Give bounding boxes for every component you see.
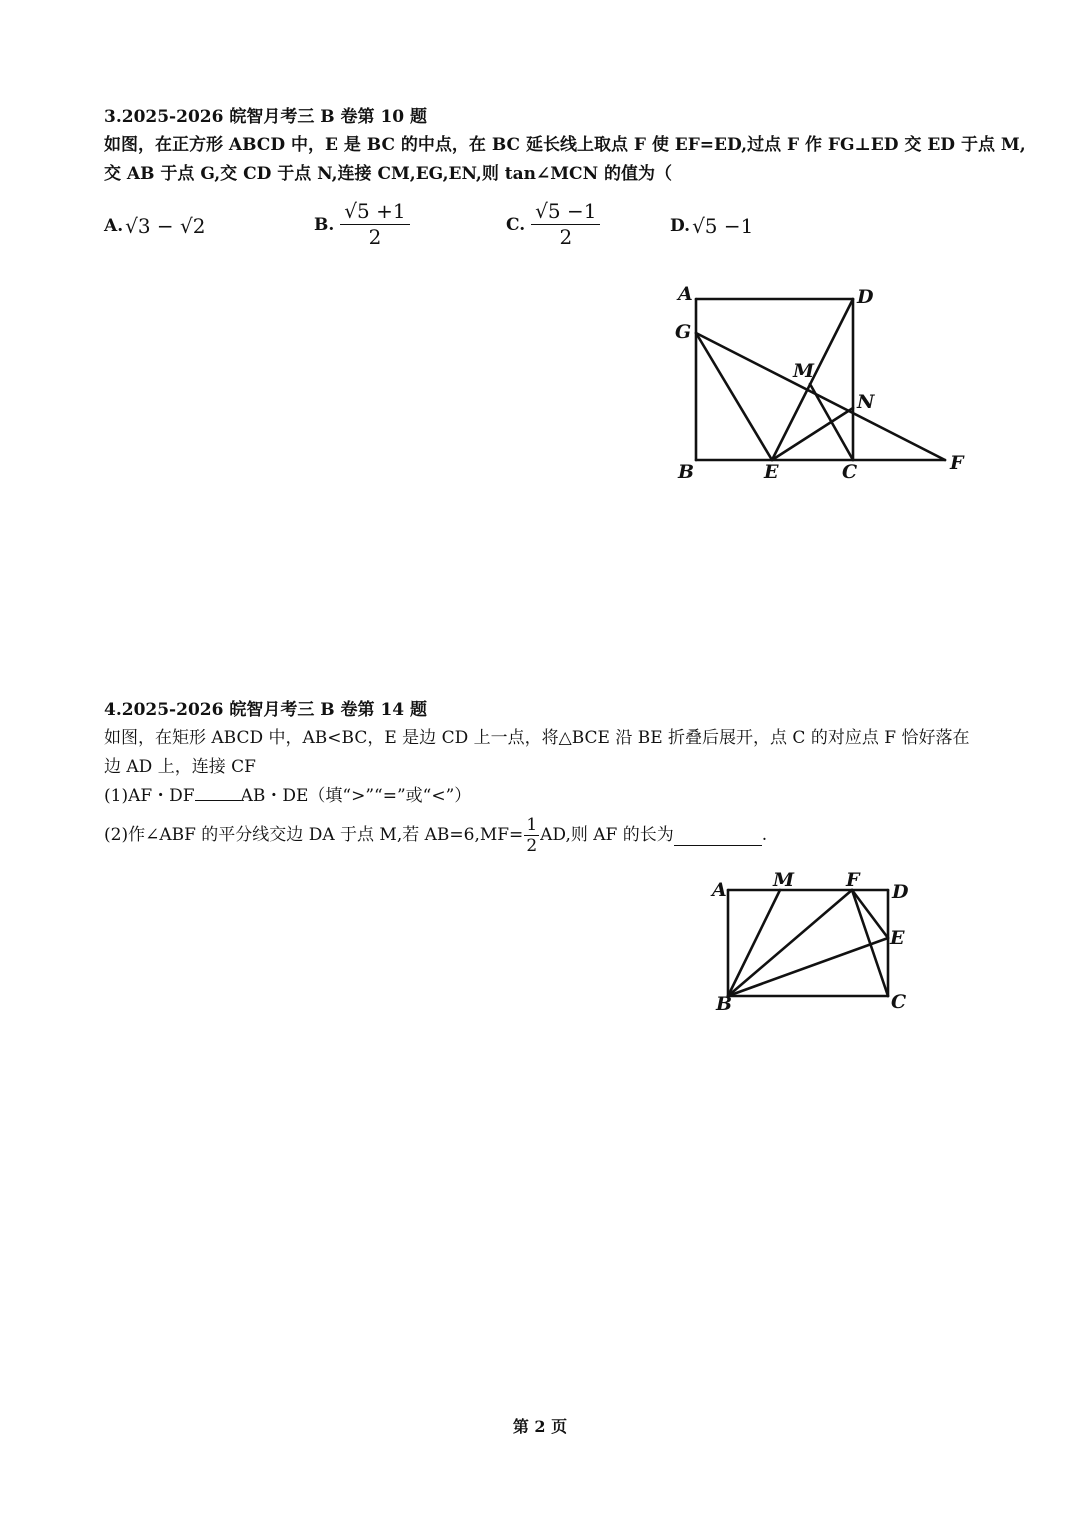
point-label-d: D <box>892 881 909 903</box>
question-4-stem-line-2: 边 AD 上，连接 CF <box>104 757 256 777</box>
part-2-denominator: 2 <box>526 836 538 856</box>
question-3-stem-line-2: 交 AB 于点 G,交 CD 于点 N,连接 CM,EG,EN,则 tan∠MCN 的值为（ <box>104 164 673 184</box>
option-d <box>670 214 753 238</box>
part-2-fraction <box>524 815 539 856</box>
point-label-b: B <box>678 461 695 483</box>
option-d-label: D. <box>670 216 691 236</box>
option-a-expression: √3 − √2 <box>125 214 206 238</box>
point-label-n: N <box>857 391 875 413</box>
question-4-part-1 <box>104 782 1004 811</box>
question-4-part-2 <box>104 815 1004 856</box>
question-3 <box>104 103 1026 189</box>
option-a-label: A. <box>104 216 124 236</box>
point-label-c: C <box>842 461 858 483</box>
question-3-figure <box>660 278 980 488</box>
part-2-answer-blank[interactable] <box>674 825 762 846</box>
part-1-text-b: AB・DE（填“>”“=”或“<”） <box>240 786 472 806</box>
point-label-f: F <box>846 869 860 891</box>
option-d-expression: √5 −1 <box>692 214 754 238</box>
question-3-stem-line-1: 如图，在正方形 ABCD 中，E 是 BC 的中点，在 BC 延长线上取点 F 使 EF=ED,过点 F 作 FG⊥ED 交 ED 于点 M, <box>104 135 1026 155</box>
point-label-m: M <box>773 869 795 891</box>
option-c-numerator: √5 −1 <box>531 200 600 225</box>
point-label-c: C <box>891 991 907 1013</box>
point-label-f: F <box>950 452 964 474</box>
point-label-a: A <box>678 283 693 305</box>
page-number: 第 2 页 <box>512 1417 568 1436</box>
segment-fc <box>852 890 888 996</box>
question-4 <box>104 696 1004 856</box>
segment-fe <box>852 890 888 938</box>
point-label-b: B <box>716 993 733 1015</box>
point-label-e: E <box>890 927 905 949</box>
part-2-text-a: (2)作∠ABF 的平分线交边 DA 于点 M,若 AB=6,MF= <box>104 825 524 845</box>
point-label-e: E <box>764 461 779 483</box>
point-label-g: G <box>675 321 692 343</box>
part-1-answer-blank[interactable] <box>195 800 241 801</box>
segment-cm <box>810 384 853 460</box>
option-a <box>104 214 206 238</box>
option-b <box>314 200 414 249</box>
part-2-text-b: AD,则 AF 的长为 <box>540 825 674 845</box>
question-4-figure <box>700 866 920 1016</box>
part-2-end: . <box>761 825 768 845</box>
option-b-label: B. <box>314 214 335 235</box>
question-4-stem-line-1: 如图，在矩形 ABCD 中，AB<BC，E 是边 CD 上一点，将△BCE 沿 BE 折叠后展开，点 C 的对应点 F 恰好落在 <box>104 728 970 748</box>
option-c <box>506 200 604 249</box>
point-label-m: M <box>793 360 815 382</box>
option-c-fraction <box>531 200 600 249</box>
part-1-text-a: (1)AF・DF <box>104 786 195 806</box>
point-label-a: A <box>712 879 727 901</box>
segment-bf <box>728 890 852 996</box>
option-c-denominator: 2 <box>559 225 573 249</box>
part-2-numerator: 1 <box>526 815 538 835</box>
question-4-title: 4.2025-2026 皖智月考三 B 卷第 14 题 <box>104 700 428 720</box>
point-label-d: D <box>857 286 874 308</box>
option-b-fraction <box>340 200 409 249</box>
option-c-label: C. <box>506 214 526 235</box>
question-3-options <box>104 200 1004 270</box>
question-3-title: 3.2025-2026 皖智月考三 B 卷第 10 题 <box>104 107 428 127</box>
option-b-numerator: √5 +1 <box>340 200 409 225</box>
option-b-denominator: 2 <box>368 225 382 249</box>
